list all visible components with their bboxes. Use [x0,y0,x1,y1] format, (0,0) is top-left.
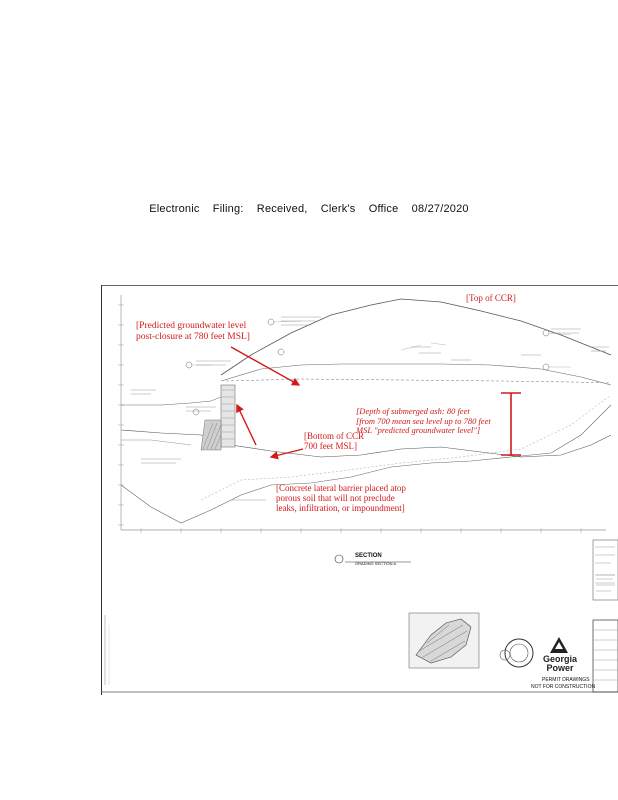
not-for-construction-label: NOT FOR CONSTRUCTION [531,684,596,690]
annotation-bottom-of-ccr: [Bottom of CCR 700 feet MSL] [304,431,365,452]
company-name-line1: Georgia [542,654,577,664]
company-logo [541,655,579,672]
annotation-predicted-groundwater: [Predicted groundwater level post-closure at 780 feet MSL] [136,321,250,342]
permit-drawings-label: PERMIT DRAWINGS [542,677,590,683]
annotation-submerged-ash-line2: [from 700 mean sea level up to 780 feet [356,415,491,426]
annotation-submerged-ash-line3: MSL "predicted groundwater level"] [356,425,481,436]
filing-stamp: Electronic Filing: Received, Clerk's Office 08/27/2020 [149,203,469,215]
annotation-concrete-barrier: [Concrete lateral barrier placed atop porous soil that will not preclude leaks, infiltration, or impoundment] [276,483,406,514]
section-subtitle: GRADING SECTION A [355,561,397,566]
section-title: SECTION [355,553,382,559]
company-name-line2: Power [546,662,574,673]
engineering-drawing [101,285,618,695]
annotation-submerged-ash [356,407,516,436]
annotation-top-of-ccr: [Top of CCR] [466,293,516,303]
annotation-submerged-ash-line1: [Depth of submerged ash: 80 feet [356,406,470,416]
